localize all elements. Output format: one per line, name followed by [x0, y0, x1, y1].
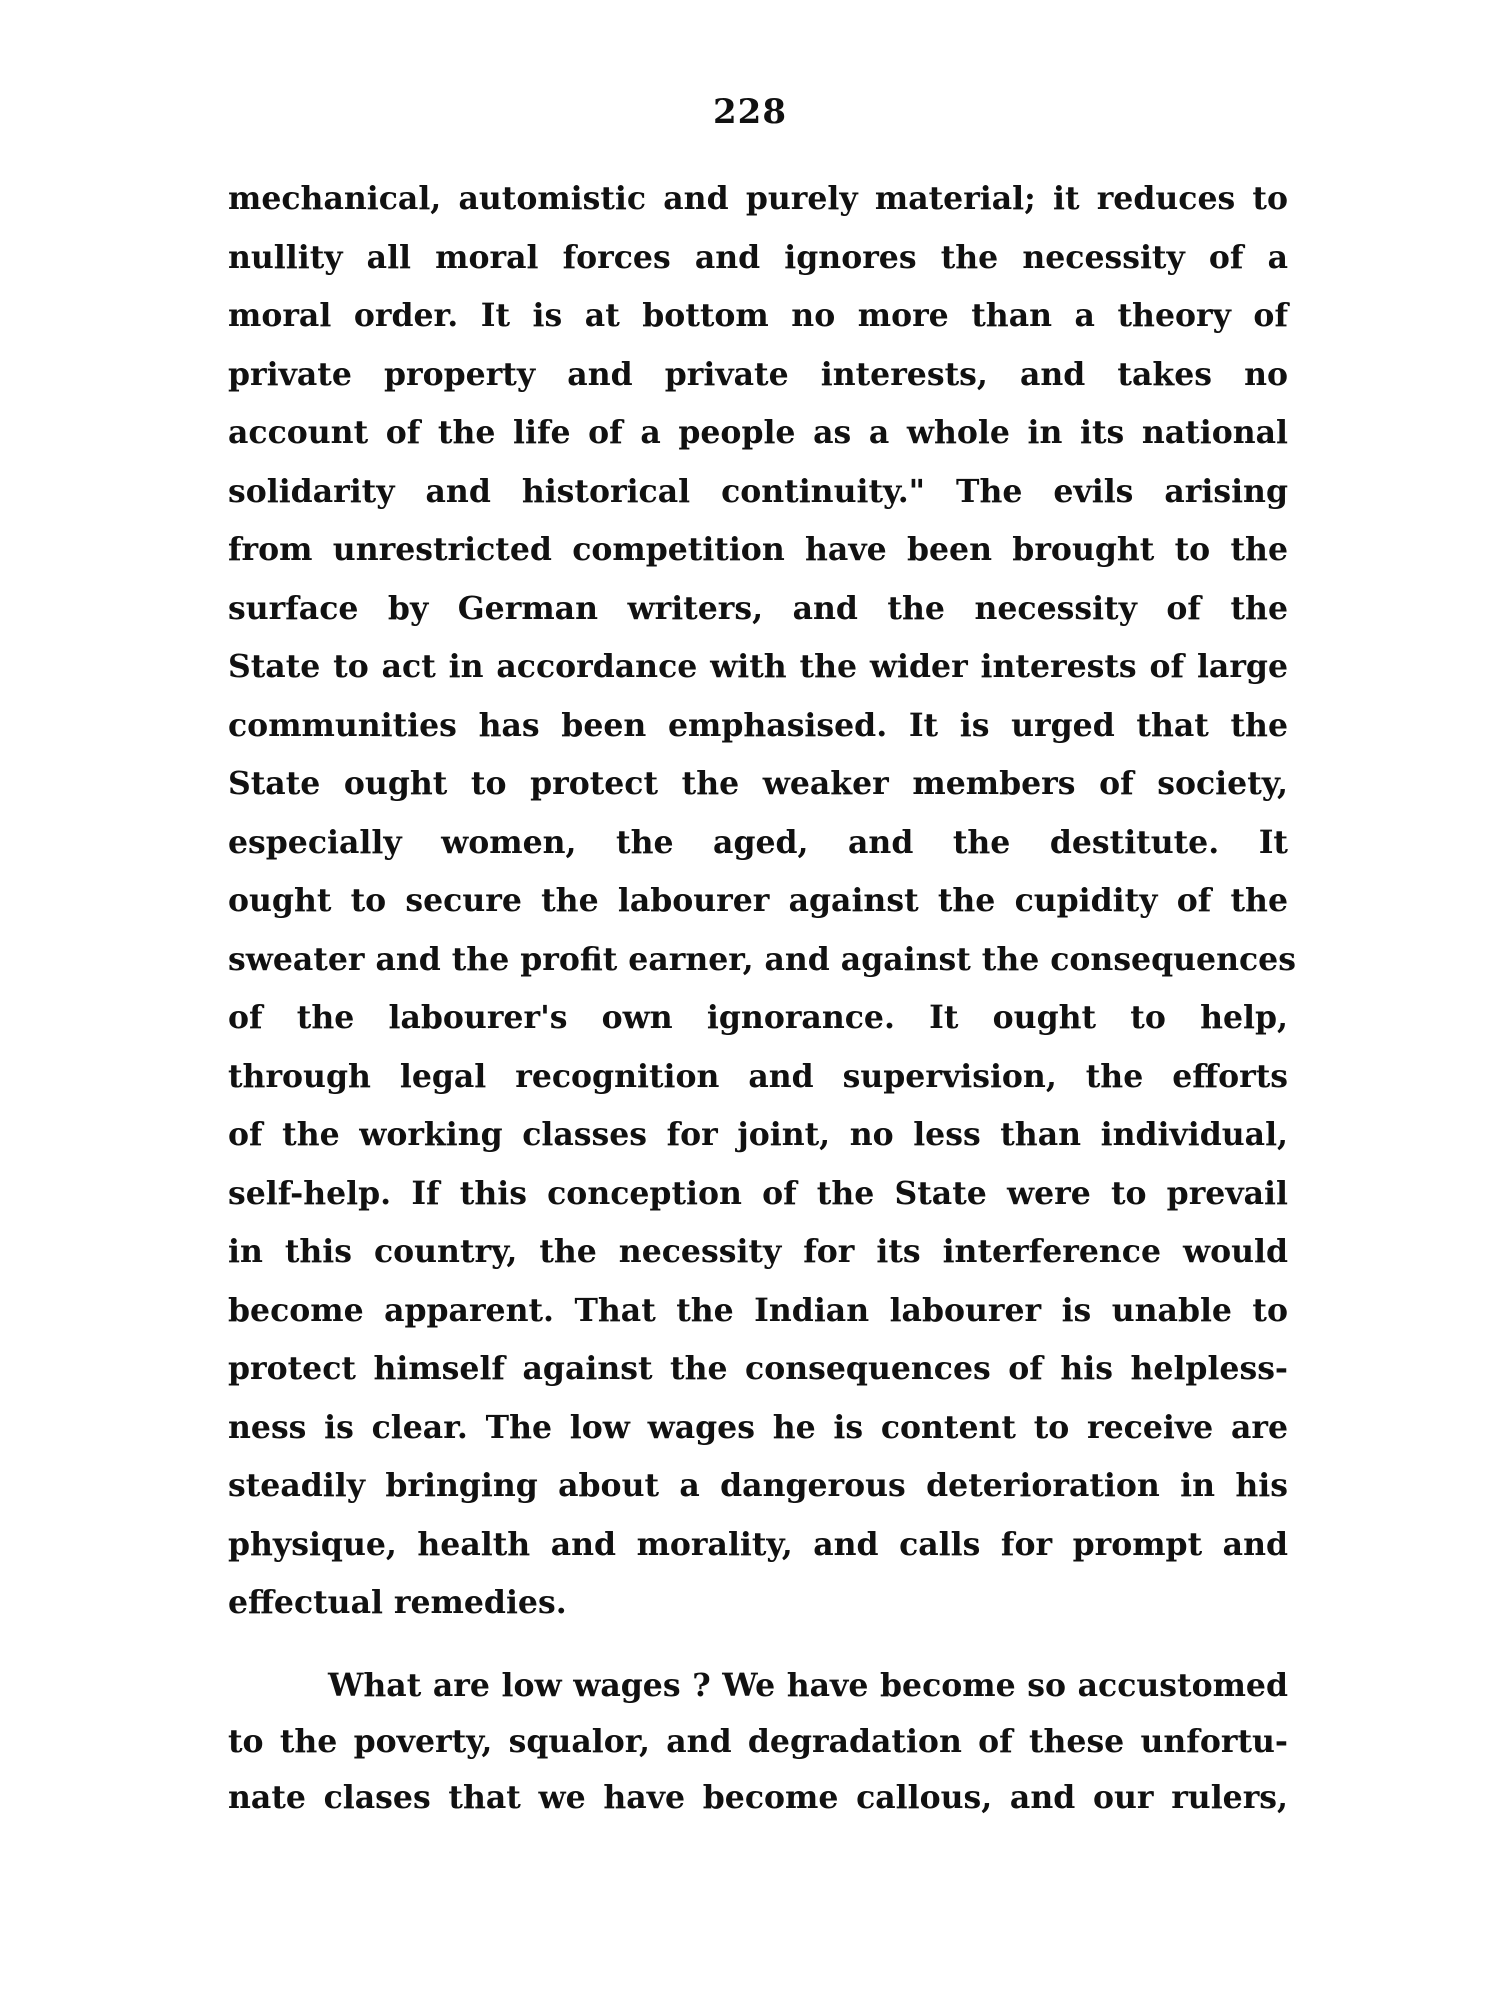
text-line: State ought to protect the weaker members of society, — [228, 765, 1288, 802]
text-line: communities has been emphasised. It is urged that the — [228, 706, 1288, 744]
text-line: surface by German writers, and the necessity of the — [228, 589, 1288, 627]
text-line: especially women, the aged, and the destitute. It — [228, 823, 1288, 861]
text-line: State to act in accordance with the wider interests of large — [228, 648, 1288, 685]
page-number: 228 — [713, 92, 787, 132]
text-line: in this country, the necessity for its interference would — [228, 1233, 1288, 1270]
text-line: account of the life of a people as a whole in its national — [228, 414, 1288, 451]
text-line: private property and private interests, and takes no — [228, 355, 1288, 393]
text-line: to the poverty, squalor, and degradation of these unfortu- — [228, 1723, 1288, 1760]
text-line: self-help. If this conception of the State were to prevail — [228, 1174, 1288, 1212]
text-line: moral order. It is at bottom no more than a theory of — [228, 297, 1288, 334]
text-line: nate clases that we have become callous, and our rulers, — [228, 1779, 1288, 1816]
text-line: of the working classes for joint, no less than individual, — [228, 1116, 1288, 1153]
paragraph-1 — [228, 170, 1296, 1633]
text-line: solidarity and historical continuity." The evils arising — [228, 472, 1288, 510]
text-line: from unrestricted competition have been brought to the — [228, 531, 1288, 568]
text-line: ought to secure the labourer against the cupidity of the — [228, 882, 1288, 919]
text-line: What are low wages ? We have become so accustomed — [328, 1667, 1288, 1704]
text-line: effectual remedies. — [228, 1584, 567, 1621]
text-line: ness is clear. The low wages he is content to receive are — [228, 1408, 1288, 1446]
text-line: physique, health and morality, and calls for prompt and — [228, 1525, 1288, 1563]
text-line: through legal recognition and supervision, the efforts — [228, 1057, 1288, 1095]
text-line: of the labourer's own ignorance. It ought to help, — [228, 999, 1288, 1036]
text-line: protect himself against the consequences of his helpless- — [228, 1350, 1288, 1387]
text-line: steadily bringing about a dangerous deterioration in his — [228, 1467, 1288, 1504]
text-line: become apparent. That the Indian labourer is unable to — [228, 1291, 1288, 1329]
paragraph-2 — [228, 1658, 1288, 1826]
text-line: mechanical, automistic and purely material; it reduces to — [228, 180, 1288, 217]
text-line: nullity all moral forces and ignores the necessity of a — [228, 238, 1288, 276]
text-line: sweater and the profit earner, and against the consequences — [228, 940, 1296, 978]
